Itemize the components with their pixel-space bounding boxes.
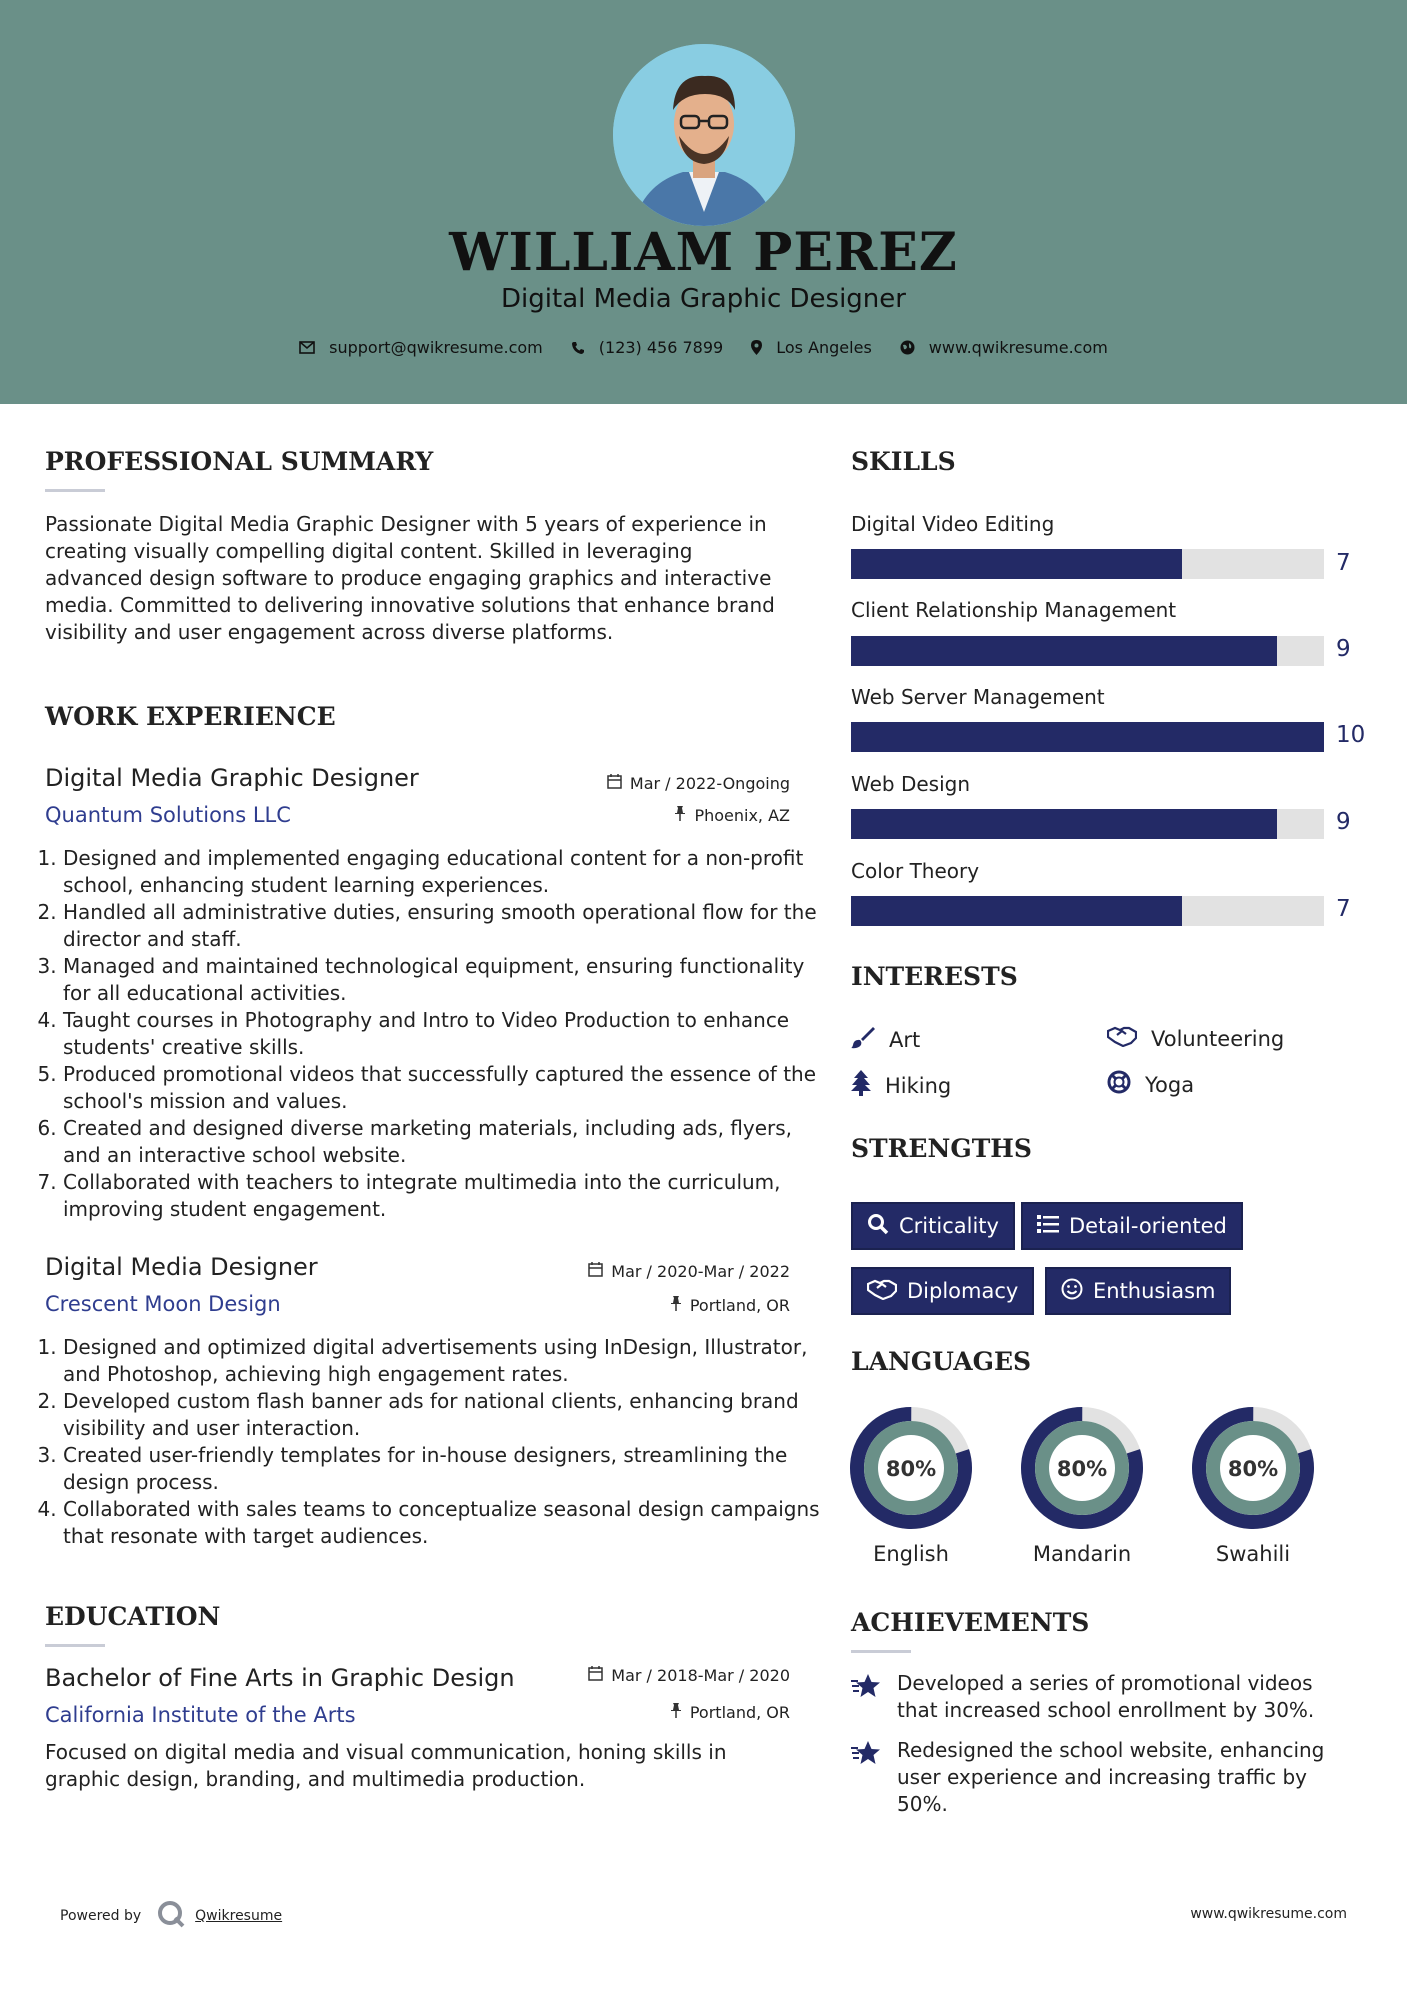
- skill-value: 10: [1336, 722, 1366, 748]
- job-dates: [520, 1262, 790, 1281]
- education-location: [520, 1703, 790, 1722]
- strength-tag: [851, 1202, 1015, 1250]
- envelope-icon: [299, 341, 315, 354]
- job-location-text: Phoenix, AZ: [694, 806, 790, 825]
- skill-label: Web Design: [851, 772, 971, 796]
- strength-label: Criticality: [899, 1214, 999, 1238]
- list-item: 3. Created user-friendly templates for in-house designers, streamlining the design process.: [63, 1442, 823, 1496]
- pin-icon: [670, 1703, 682, 1722]
- list-item: 2. Handled all administrative duties, ensuring smooth operational flow for the director and staff.: [63, 899, 823, 953]
- achievement-text: Developed a series of promotional videos that increased school enrollment by 30%.: [897, 1671, 1315, 1722]
- language-label: English: [873, 1542, 949, 1566]
- handshake-icon: [867, 1278, 897, 1305]
- header-banner: [0, 0, 1407, 404]
- interest-item: [1107, 1070, 1194, 1099]
- job-responsibilities: [45, 1334, 823, 1550]
- language-percent: 80%: [1227, 1457, 1279, 1481]
- skill-bar-fill: [851, 809, 1277, 839]
- life-ring-icon: [1107, 1070, 1131, 1099]
- profile-photo: [613, 44, 795, 226]
- achievement-item: [851, 1670, 1351, 1724]
- list-icon: [1037, 1214, 1059, 1239]
- education-rule: [45, 1644, 105, 1647]
- contact-bar: [0, 338, 1407, 357]
- strength-tag: [851, 1267, 1034, 1315]
- paintbrush-icon: [851, 1025, 875, 1054]
- list-item: 4. Collaborated with sales teams to conceptualize seasonal design campaigns that resonate with target audiences.: [63, 1496, 823, 1550]
- calendar-icon: [588, 1262, 603, 1281]
- skill-value: 7: [1336, 896, 1351, 922]
- strength-label: Enthusiasm: [1093, 1279, 1216, 1303]
- language-item: [1012, 1406, 1152, 1566]
- language-ring: [1191, 1406, 1315, 1530]
- achievement-item: [851, 1737, 1351, 1818]
- strength-label: Diplomacy: [907, 1279, 1019, 1303]
- skill-bar-fill: [851, 549, 1182, 579]
- powered-by-label: Powered by: [60, 1908, 142, 1924]
- skill-label: Client Relationship Management: [851, 598, 1177, 622]
- skill-bar: [851, 549, 1324, 579]
- language-label: Swahili: [1215, 1542, 1291, 1566]
- job-title: Digital Media Graphic Designer: [45, 764, 419, 792]
- star-badge-icon: [851, 1739, 883, 1818]
- job-location-text: Portland, OR: [689, 1296, 790, 1315]
- skill-bar: [851, 896, 1324, 926]
- globe-icon: [900, 340, 915, 355]
- list-item: 7. Collaborated with teachers to integrate multimedia into the curriculum, improving student engagement.: [63, 1169, 823, 1223]
- interests-heading: INTERESTS: [851, 962, 1018, 991]
- skill-value: 9: [1336, 809, 1351, 835]
- job-title: Digital Media Designer: [45, 1253, 318, 1281]
- skill-value: 7: [1336, 550, 1351, 576]
- interest-label: Art: [889, 1027, 921, 1052]
- summary-text: Passionate Digital Media Graphic Designer with 5 years of experience in creating visually compelling digital content. Skilled in leveraging advanced design software to produce engaging graphics and interactive media. Committed to delivering innovative solutions that enhance brand visibility and user engagement across diverse platforms.: [45, 512, 775, 644]
- calendar-icon: [607, 774, 622, 793]
- language-item: [841, 1406, 981, 1566]
- calendar-icon: [588, 1666, 603, 1685]
- footer-powered-by: [60, 1900, 282, 1932]
- job-location: [520, 1296, 790, 1315]
- interest-label: Yoga: [1145, 1072, 1195, 1097]
- language-label: Mandarin: [1032, 1542, 1132, 1566]
- skill-bar: [851, 809, 1324, 839]
- language-percent: 80%: [885, 1457, 937, 1481]
- degree-title: Bachelor of Fine Arts in Graphic Design: [45, 1664, 515, 1692]
- achievements-rule: [851, 1650, 911, 1653]
- strength-tag: [1045, 1267, 1231, 1315]
- skill-bar-fill: [851, 722, 1324, 752]
- pin-icon: [674, 806, 686, 825]
- achievement-text: Redesigned the school website, enhancing user experience and increasing traffic by 50%.: [897, 1738, 1325, 1816]
- languages-heading: LANGUAGES: [851, 1347, 1032, 1376]
- pin-icon: [670, 1296, 682, 1315]
- star-badge-icon: [851, 1672, 883, 1724]
- interest-item: [1107, 1025, 1284, 1052]
- experience-heading: WORK EXPERIENCE: [45, 702, 336, 731]
- education-heading: EDUCATION: [45, 1602, 221, 1631]
- job-company: Quantum Solutions LLC: [45, 803, 291, 827]
- smile-icon: [1061, 1278, 1083, 1305]
- contact-location: Los Angeles: [776, 338, 872, 357]
- skills-heading: SKILLS: [851, 447, 956, 476]
- skill-bar: [851, 636, 1324, 666]
- skill-label: Color Theory: [851, 859, 980, 883]
- school-name: California Institute of the Arts: [45, 1703, 356, 1727]
- skill-value: 9: [1336, 636, 1351, 662]
- footer-website[interactable]: www.qwikresume.com: [1190, 1906, 1347, 1922]
- summary-rule: [45, 489, 105, 492]
- interest-label: Hiking: [885, 1073, 952, 1098]
- job-dates-text: Mar / 2020-Mar / 2022: [611, 1262, 790, 1281]
- contact-website[interactable]: www.qwikresume.com: [928, 338, 1108, 357]
- list-item: 2. Developed custom flash banner ads for national clients, enhancing brand visibility and user interaction.: [63, 1388, 823, 1442]
- job-company: Crescent Moon Design: [45, 1292, 281, 1316]
- list-item: 1. Designed and implemented engaging educational content for a non-profit school, enhancing student learning experiences.: [63, 845, 823, 899]
- interest-label: Volunteering: [1151, 1026, 1285, 1051]
- qwikresume-logo-icon: [157, 1900, 185, 1932]
- job-dates-text: Mar / 2022-Ongoing: [629, 774, 790, 793]
- list-item: 4. Taught courses in Photography and Intro to Video Production to enhance students' creative skills.: [63, 1007, 823, 1061]
- interest-item: [851, 1025, 920, 1054]
- skill-bar-fill: [851, 896, 1182, 926]
- handshake-icon: [1107, 1025, 1137, 1052]
- summary-heading: PROFESSIONAL SUMMARY: [45, 447, 434, 476]
- contact-phone[interactable]: (123) 456 7899: [598, 338, 724, 357]
- language-ring: [849, 1406, 973, 1530]
- list-item: 3. Managed and maintained technological equipment, ensuring functionality for all educational activities.: [63, 953, 823, 1007]
- search-icon: [867, 1213, 889, 1240]
- list-item: 1. Designed and optimized digital advertisements using InDesign, Illustrator, and Photoshop, achieving high engagement rates.: [63, 1334, 823, 1388]
- education-location-text: Portland, OR: [689, 1703, 790, 1722]
- education-dates: [520, 1666, 790, 1685]
- language-ring: [1020, 1406, 1144, 1530]
- skill-label: Web Server Management: [851, 685, 1105, 709]
- list-item: 5. Produced promotional videos that successfully captured the essence of the school's mission and values.: [63, 1061, 823, 1115]
- phone-icon: [571, 341, 585, 355]
- candidate-name: WILLIAM PEREZ: [449, 222, 958, 283]
- skill-bar: [851, 722, 1324, 752]
- education-text: Focused on digital media and visual communication, honing skills in graphic design, branding, and multimedia production.: [45, 1740, 727, 1791]
- interest-item: [851, 1070, 951, 1101]
- tree-icon: [851, 1070, 871, 1101]
- education-dates-text: Mar / 2018-Mar / 2020: [611, 1666, 790, 1685]
- qwikresume-link[interactable]: Qwikresume: [195, 1908, 283, 1924]
- strength-tag: [1021, 1202, 1243, 1250]
- job-location: [520, 806, 790, 825]
- list-item: 6. Created and designed diverse marketing materials, including ads, flyers, and an interactive school website.: [63, 1115, 823, 1169]
- job-dates: [520, 774, 790, 793]
- contact-email[interactable]: support@qwikresume.com: [329, 338, 543, 357]
- achievements-heading: ACHIEVEMENTS: [851, 1608, 1090, 1637]
- candidate-title: Digital Media Graphic Designer: [501, 284, 906, 314]
- language-item: [1183, 1406, 1323, 1566]
- map-pin-icon: [751, 340, 762, 355]
- language-percent: 80%: [1056, 1457, 1108, 1481]
- job-responsibilities: [45, 845, 823, 1223]
- skill-bar-fill: [851, 636, 1277, 666]
- strengths-heading: STRENGTHS: [851, 1134, 1032, 1163]
- skill-label: Digital Video Editing: [851, 512, 1055, 536]
- strength-label: Detail-oriented: [1069, 1214, 1227, 1238]
